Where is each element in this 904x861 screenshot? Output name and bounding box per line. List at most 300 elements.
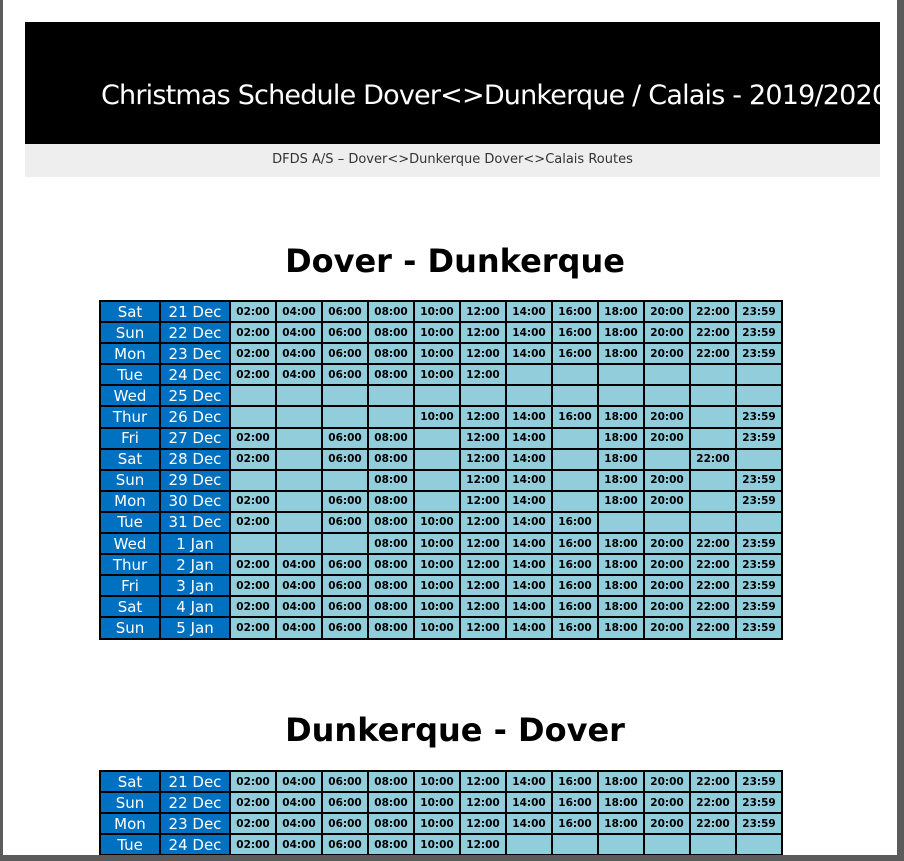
time-cell: 18:00 [598,301,644,322]
time-cell: 12:00 [460,449,506,470]
schedule-table-dover-dunkerque [99,300,783,640]
time-cell: 02:00 [230,596,276,617]
time-cell: 08:00 [368,322,414,343]
time-cell: 06:00 [322,449,368,470]
date-cell: 30 Dec [160,491,230,512]
time-cell: 06:00 [322,596,368,617]
time-cell: 12:00 [460,428,506,449]
time-cell [276,491,322,512]
time-cell [552,364,598,385]
time-cell: 16:00 [552,792,598,813]
time-cell: 08:00 [368,771,414,792]
time-cell: 14:00 [506,575,552,596]
time-cell [276,385,322,406]
time-cell: 23:59 [736,813,782,834]
time-cell: 06:00 [322,428,368,449]
date-cell: 23 Dec [160,813,230,834]
time-cell: 16:00 [552,554,598,575]
time-cell [276,533,322,554]
time-cell [690,834,736,855]
time-cell [690,470,736,491]
time-cell [414,385,460,406]
date-cell: 5 Jan [160,617,230,638]
route-heading-dunkerque-dover: Dunkerque - Dover [285,711,625,749]
time-cell: 04:00 [276,792,322,813]
time-cell: 20:00 [644,596,690,617]
time-cell: 02:00 [230,834,276,855]
time-cell: 04:00 [276,364,322,385]
time-cell: 12:00 [460,512,506,533]
time-cell: 12:00 [460,301,506,322]
schedule-row [100,470,782,491]
time-cell: 04:00 [276,322,322,343]
date-cell: 31 Dec [160,512,230,533]
time-cell: 10:00 [414,554,460,575]
date-cell: 4 Jan [160,596,230,617]
date-cell: 24 Dec [160,834,230,855]
time-cell: 06:00 [322,491,368,512]
time-cell: 12:00 [460,533,506,554]
time-cell [598,364,644,385]
time-cell [598,512,644,533]
time-cell: 10:00 [414,533,460,554]
date-cell: 28 Dec [160,449,230,470]
time-cell: 10:00 [414,343,460,364]
time-cell: 08:00 [368,301,414,322]
time-cell: 20:00 [644,617,690,638]
time-cell [368,385,414,406]
time-cell: 22:00 [690,322,736,343]
time-cell [644,834,690,855]
time-cell [230,385,276,406]
day-cell: Sat [100,596,160,617]
time-cell: 08:00 [368,596,414,617]
time-cell: 12:00 [460,792,506,813]
time-cell: 23:59 [736,533,782,554]
time-cell: 16:00 [552,533,598,554]
schedule-row [100,617,782,638]
time-cell [690,406,736,427]
time-cell [414,428,460,449]
time-cell: 16:00 [552,301,598,322]
date-cell: 1 Jan [160,533,230,554]
time-cell: 04:00 [276,771,322,792]
time-cell: 12:00 [460,813,506,834]
time-cell: 08:00 [368,834,414,855]
time-cell [736,364,782,385]
time-cell: 10:00 [414,792,460,813]
time-cell [690,385,736,406]
time-cell: 14:00 [506,470,552,491]
time-cell: 22:00 [690,596,736,617]
time-cell: 12:00 [460,617,506,638]
time-cell: 08:00 [368,449,414,470]
time-cell: 14:00 [506,343,552,364]
time-cell [276,470,322,491]
time-cell: 14:00 [506,322,552,343]
date-cell: 3 Jan [160,575,230,596]
time-cell: 06:00 [322,834,368,855]
time-cell: 20:00 [644,533,690,554]
schedule-row [100,596,782,617]
time-cell: 04:00 [276,301,322,322]
day-cell: Thur [100,554,160,575]
time-cell: 20:00 [644,771,690,792]
schedule-table-dunkerque-dover [99,770,783,855]
time-cell: 12:00 [460,834,506,855]
time-cell: 16:00 [552,343,598,364]
time-cell [322,533,368,554]
time-cell: 12:00 [460,575,506,596]
time-cell: 08:00 [368,491,414,512]
schedule-row [100,792,782,813]
time-cell [552,491,598,512]
time-cell: 22:00 [690,792,736,813]
time-cell: 10:00 [414,322,460,343]
time-cell: 22:00 [690,813,736,834]
date-cell: 27 Dec [160,428,230,449]
day-cell: Tue [100,512,160,533]
time-cell: 14:00 [506,792,552,813]
time-cell: 18:00 [598,813,644,834]
time-cell: 18:00 [598,533,644,554]
time-cell: 20:00 [644,554,690,575]
time-cell: 14:00 [506,771,552,792]
time-cell: 02:00 [230,771,276,792]
time-cell: 16:00 [552,322,598,343]
date-cell: 25 Dec [160,385,230,406]
time-cell: 02:00 [230,813,276,834]
time-cell: 18:00 [598,596,644,617]
time-cell: 10:00 [414,834,460,855]
day-cell: Mon [100,343,160,364]
time-cell: 23:59 [736,470,782,491]
day-cell: Sun [100,322,160,343]
time-cell: 16:00 [552,406,598,427]
time-cell: 12:00 [460,470,506,491]
time-cell [460,385,506,406]
schedule-row [100,813,782,834]
date-cell: 23 Dec [160,343,230,364]
time-cell: 06:00 [322,554,368,575]
time-cell [552,428,598,449]
day-cell: Mon [100,491,160,512]
time-cell: 23:59 [736,617,782,638]
time-cell: 20:00 [644,301,690,322]
time-cell: 06:00 [322,512,368,533]
time-cell: 20:00 [644,428,690,449]
time-cell: 18:00 [598,470,644,491]
time-cell [552,470,598,491]
time-cell [230,533,276,554]
time-cell: 18:00 [598,792,644,813]
day-cell: Fri [100,428,160,449]
time-cell: 06:00 [322,617,368,638]
day-cell: Wed [100,385,160,406]
time-cell: 18:00 [598,491,644,512]
date-cell: 21 Dec [160,771,230,792]
time-cell: 14:00 [506,554,552,575]
time-cell [690,428,736,449]
time-cell: 22:00 [690,533,736,554]
time-cell [690,491,736,512]
time-cell [552,385,598,406]
time-cell [414,470,460,491]
time-cell: 06:00 [322,343,368,364]
time-cell: 23:59 [736,491,782,512]
time-cell: 04:00 [276,554,322,575]
time-cell: 23:59 [736,771,782,792]
time-cell: 20:00 [644,406,690,427]
time-cell [598,834,644,855]
time-cell: 22:00 [690,449,736,470]
time-cell [552,834,598,855]
time-cell: 02:00 [230,491,276,512]
time-cell: 22:00 [690,617,736,638]
time-cell: 20:00 [644,322,690,343]
time-cell: 06:00 [322,813,368,834]
time-cell [598,385,644,406]
time-cell: 10:00 [414,364,460,385]
date-cell: 21 Dec [160,301,230,322]
time-cell: 10:00 [414,575,460,596]
schedule-row [100,554,782,575]
time-cell [276,449,322,470]
day-cell: Thur [100,406,160,427]
time-cell: 18:00 [598,343,644,364]
time-cell [276,406,322,427]
time-cell: 02:00 [230,792,276,813]
day-cell: Fri [100,575,160,596]
schedule-row [100,771,782,792]
time-cell: 23:59 [736,343,782,364]
time-cell: 06:00 [322,575,368,596]
time-cell [414,491,460,512]
schedule-row [100,533,782,554]
time-cell: 12:00 [460,554,506,575]
time-cell [690,364,736,385]
day-cell: Tue [100,364,160,385]
time-cell: 14:00 [506,512,552,533]
time-cell: 23:59 [736,792,782,813]
time-cell: 02:00 [230,617,276,638]
time-cell: 02:00 [230,554,276,575]
date-cell: 26 Dec [160,406,230,427]
time-cell: 16:00 [552,512,598,533]
date-cell: 2 Jan [160,554,230,575]
date-cell: 29 Dec [160,470,230,491]
time-cell: 08:00 [368,343,414,364]
time-cell: 22:00 [690,554,736,575]
time-cell [736,449,782,470]
day-cell: Wed [100,533,160,554]
schedule-row [100,491,782,512]
schedule-row [100,364,782,385]
time-cell: 08:00 [368,813,414,834]
schedule-row [100,406,782,427]
schedule-row [100,428,782,449]
day-cell: Sun [100,792,160,813]
schedule-row [100,385,782,406]
time-cell: 23:59 [736,322,782,343]
time-cell: 18:00 [598,554,644,575]
time-cell: 12:00 [460,771,506,792]
page-title: Christmas Schedule Dover<>Dunkerque / Calais - 2019/2020 [101,80,889,111]
time-cell [552,449,598,470]
time-cell: 10:00 [414,596,460,617]
time-cell [690,512,736,533]
time-cell: 02:00 [230,512,276,533]
time-cell: 12:00 [460,364,506,385]
date-cell: 22 Dec [160,322,230,343]
time-cell: 10:00 [414,617,460,638]
time-cell: 10:00 [414,406,460,427]
time-cell: 08:00 [368,428,414,449]
time-cell [736,834,782,855]
time-cell: 02:00 [230,449,276,470]
time-cell: 18:00 [598,449,644,470]
time-cell: 18:00 [598,771,644,792]
time-cell: 18:00 [598,322,644,343]
day-cell: Sat [100,771,160,792]
time-cell [644,385,690,406]
time-cell [322,385,368,406]
time-cell: 20:00 [644,470,690,491]
route-heading-dover-dunkerque: Dover - Dunkerque [285,242,625,280]
time-cell [230,470,276,491]
time-cell: 14:00 [506,491,552,512]
time-cell [644,449,690,470]
time-cell: 08:00 [368,470,414,491]
time-cell: 16:00 [552,575,598,596]
time-cell: 06:00 [322,301,368,322]
time-cell: 23:59 [736,428,782,449]
schedule-row [100,834,782,855]
day-cell: Sun [100,617,160,638]
time-cell [736,512,782,533]
time-cell: 22:00 [690,343,736,364]
time-cell: 08:00 [368,792,414,813]
time-cell: 10:00 [414,301,460,322]
time-cell: 02:00 [230,428,276,449]
time-cell: 22:00 [690,575,736,596]
time-cell: 16:00 [552,813,598,834]
time-cell: 16:00 [552,771,598,792]
time-cell [506,364,552,385]
title-banner [25,22,889,144]
schedule-row [100,343,782,364]
time-cell: 10:00 [414,512,460,533]
schedule-row [100,301,782,322]
time-cell: 04:00 [276,343,322,364]
time-cell: 23:59 [736,301,782,322]
window-frame-right [897,0,904,861]
time-cell: 02:00 [230,364,276,385]
time-cell [322,406,368,427]
time-cell: 20:00 [644,792,690,813]
time-cell: 08:00 [368,617,414,638]
time-cell: 20:00 [644,491,690,512]
time-cell: 12:00 [460,322,506,343]
day-cell: Mon [100,813,160,834]
time-cell: 04:00 [276,813,322,834]
time-cell: 18:00 [598,428,644,449]
day-cell: Sat [100,301,160,322]
time-cell [368,406,414,427]
time-cell [506,834,552,855]
day-cell: Sun [100,470,160,491]
time-cell: 23:59 [736,596,782,617]
time-cell: 20:00 [644,813,690,834]
time-cell: 08:00 [368,512,414,533]
time-cell [506,385,552,406]
time-cell [414,449,460,470]
time-cell [322,470,368,491]
time-cell: 14:00 [506,428,552,449]
time-cell: 08:00 [368,554,414,575]
day-cell: Sat [100,449,160,470]
time-cell: 02:00 [230,343,276,364]
time-cell: 04:00 [276,596,322,617]
time-cell: 04:00 [276,617,322,638]
window-frame-bottom [0,855,904,861]
document-page [3,0,897,855]
time-cell [276,428,322,449]
time-cell: 14:00 [506,406,552,427]
time-cell: 18:00 [598,575,644,596]
time-cell: 16:00 [552,596,598,617]
time-cell: 22:00 [690,771,736,792]
time-cell: 12:00 [460,491,506,512]
schedule-row [100,575,782,596]
date-cell: 22 Dec [160,792,230,813]
time-cell: 14:00 [506,617,552,638]
schedule-row [100,449,782,470]
time-cell: 14:00 [506,596,552,617]
day-cell: Tue [100,834,160,855]
time-cell: 04:00 [276,575,322,596]
time-cell: 23:59 [736,575,782,596]
time-cell: 08:00 [368,575,414,596]
time-cell: 08:00 [368,533,414,554]
date-cell: 24 Dec [160,364,230,385]
time-cell: 18:00 [598,406,644,427]
time-cell: 06:00 [322,771,368,792]
time-cell [644,512,690,533]
time-cell: 04:00 [276,834,322,855]
time-cell: 02:00 [230,322,276,343]
time-cell [736,385,782,406]
time-cell: 14:00 [506,449,552,470]
schedule-row [100,512,782,533]
time-cell: 18:00 [598,617,644,638]
time-cell: 20:00 [644,343,690,364]
time-cell: 14:00 [506,301,552,322]
time-cell: 23:59 [736,406,782,427]
time-cell: 22:00 [690,301,736,322]
schedule-row [100,322,782,343]
subtitle-bar: DFDS A/S – Dover<>Dunkerque Dover<>Calais Routes [25,144,880,177]
time-cell: 06:00 [322,322,368,343]
time-cell: 16:00 [552,617,598,638]
time-cell: 12:00 [460,406,506,427]
time-cell: 02:00 [230,301,276,322]
time-cell [276,512,322,533]
time-cell: 23:59 [736,554,782,575]
time-cell: 12:00 [460,596,506,617]
time-cell [230,406,276,427]
time-cell: 14:00 [506,533,552,554]
